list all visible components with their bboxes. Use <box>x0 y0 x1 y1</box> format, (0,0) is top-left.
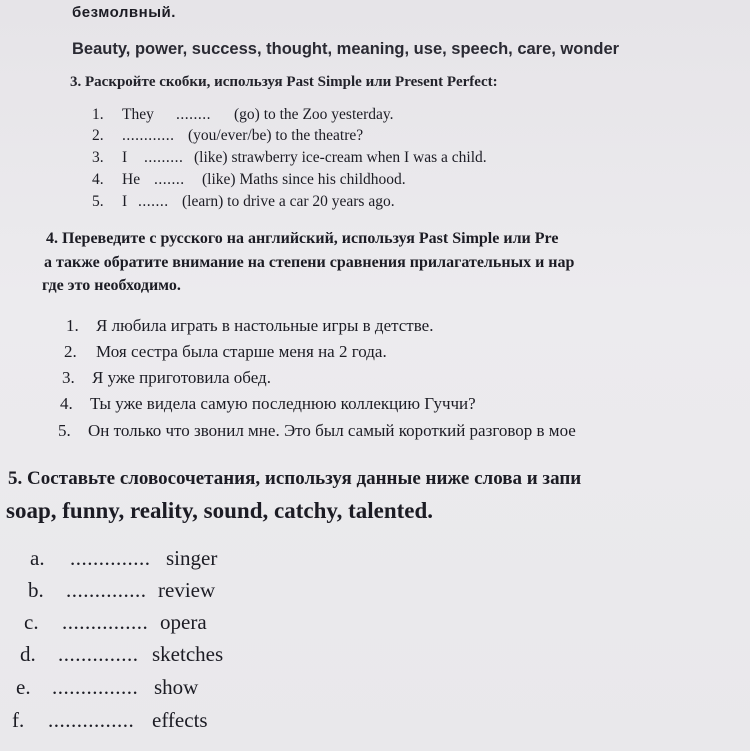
ex4-item-num: 2. <box>64 342 77 361</box>
ex4-item-text: Ты уже видела самую последнюю коллекцию Гуччи? <box>90 394 476 413</box>
ex3-item-5 <box>92 193 395 211</box>
ex5-item-blank: ............... <box>48 708 135 732</box>
ex3-item-3 <box>92 149 487 167</box>
ex3-item-num: 1. <box>92 106 104 123</box>
ex3-heading: 3. Раскройте скобки, используя Past Simple или Present Perfect: <box>70 74 498 90</box>
ex4-item-text: Я любила играть в настольные игры в детстве. <box>96 316 434 335</box>
ex5-item-letter: c. <box>24 610 39 634</box>
ex4-item-2 <box>64 342 387 362</box>
ex5-word-bank: soap, funny, reality, sound, catchy, talented. <box>6 498 434 523</box>
ex4-item-text: Он только что звонил мне. Это был самый короткий разговор в мое <box>88 421 576 440</box>
ex4-heading-line3: где это необходимо. <box>42 277 181 294</box>
ex3-item-blank: ............ <box>122 127 175 144</box>
ex5-item-d <box>20 642 223 667</box>
ex5-item-blank: .............. <box>70 546 151 570</box>
ex3-item-2 <box>92 127 363 145</box>
ex3-item-blank: ....... <box>154 171 185 188</box>
ex4-item-3 <box>62 368 271 388</box>
ex4-item-num: 3. <box>62 368 75 387</box>
ex5-item-word: singer <box>166 546 218 570</box>
ex5-item-a <box>30 546 217 571</box>
ex4-heading-line2: а также обратите внимание на степени сравнения прилагательных и нар <box>44 254 575 271</box>
ex3-item-subject: I <box>122 149 128 166</box>
ex4-heading-line1: 4. Переведите с русского на английский, используя Past Simple или Pre <box>46 230 559 247</box>
ex4-item-num: 5. <box>58 421 71 440</box>
ex5-item-word: opera <box>160 610 207 634</box>
ex3-item-num: 2. <box>92 127 104 144</box>
ex5-item-word: effects <box>152 708 208 732</box>
ex4-item-5 <box>58 421 576 441</box>
ex5-item-c <box>24 610 207 635</box>
ex4-item-num: 4. <box>60 394 73 413</box>
ex3-item-num: 5. <box>92 193 104 210</box>
ex4-item-num: 1. <box>66 316 79 335</box>
ex5-item-blank: .............. <box>58 642 139 666</box>
ex5-item-letter: d. <box>20 642 36 666</box>
ex4-item-text: Моя сестра была старше меня на 2 года. <box>96 342 387 361</box>
ex5-item-blank: .............. <box>66 578 147 602</box>
ex3-item-subject: I <box>122 193 128 210</box>
ex5-item-letter: b. <box>28 578 44 602</box>
ex5-item-letter: f. <box>12 708 25 732</box>
ex3-item-rest: (like) strawberry ice-cream when I was a child. <box>194 149 487 166</box>
ex4-item-text: Я уже приготовила обед. <box>92 368 271 387</box>
ex3-item-rest: (you/ever/be) to the theatre? <box>188 127 364 144</box>
ex3-item-rest: (like) Maths since his childhood. <box>202 171 406 188</box>
ex4-item-1 <box>66 316 433 336</box>
ex5-item-blank: ............... <box>52 675 139 699</box>
ex3-item-num: 4. <box>92 171 104 188</box>
ex5-item-f <box>12 708 208 733</box>
top-word: безмолвный. <box>72 4 176 21</box>
ex3-item-rest: (go) to the Zoo yesterday. <box>234 106 394 123</box>
ex3-item-num: 3. <box>92 149 104 166</box>
ex5-item-b <box>28 578 215 603</box>
ex4-item-4 <box>60 394 476 414</box>
ex5-item-blank: ............... <box>62 610 149 634</box>
word-bank-1: Beauty, power, success, thought, meaning, use, speech, care, wonder <box>72 40 620 58</box>
ex3-item-subject: They <box>122 106 154 123</box>
ex5-heading: 5. Составьте словосочетания, используя данные ниже слова и запи <box>8 468 582 489</box>
ex3-item-blank: ....... <box>138 193 169 210</box>
ex5-item-word: review <box>158 578 216 602</box>
ex5-item-e <box>16 675 198 700</box>
ex5-item-letter: e. <box>16 675 31 699</box>
ex3-item-subject: He <box>122 171 141 188</box>
ex3-item-blank: ......... <box>144 149 184 166</box>
ex3-item-4 <box>92 171 406 189</box>
ex5-item-word: show <box>154 675 199 699</box>
ex5-item-word: sketches <box>152 642 224 666</box>
ex3-item-rest: (learn) to drive a car 20 years ago. <box>182 193 395 210</box>
ex3-item-1 <box>92 106 394 124</box>
ex3-item-blank: ........ <box>176 106 211 123</box>
ex5-item-letter: a. <box>30 546 45 570</box>
